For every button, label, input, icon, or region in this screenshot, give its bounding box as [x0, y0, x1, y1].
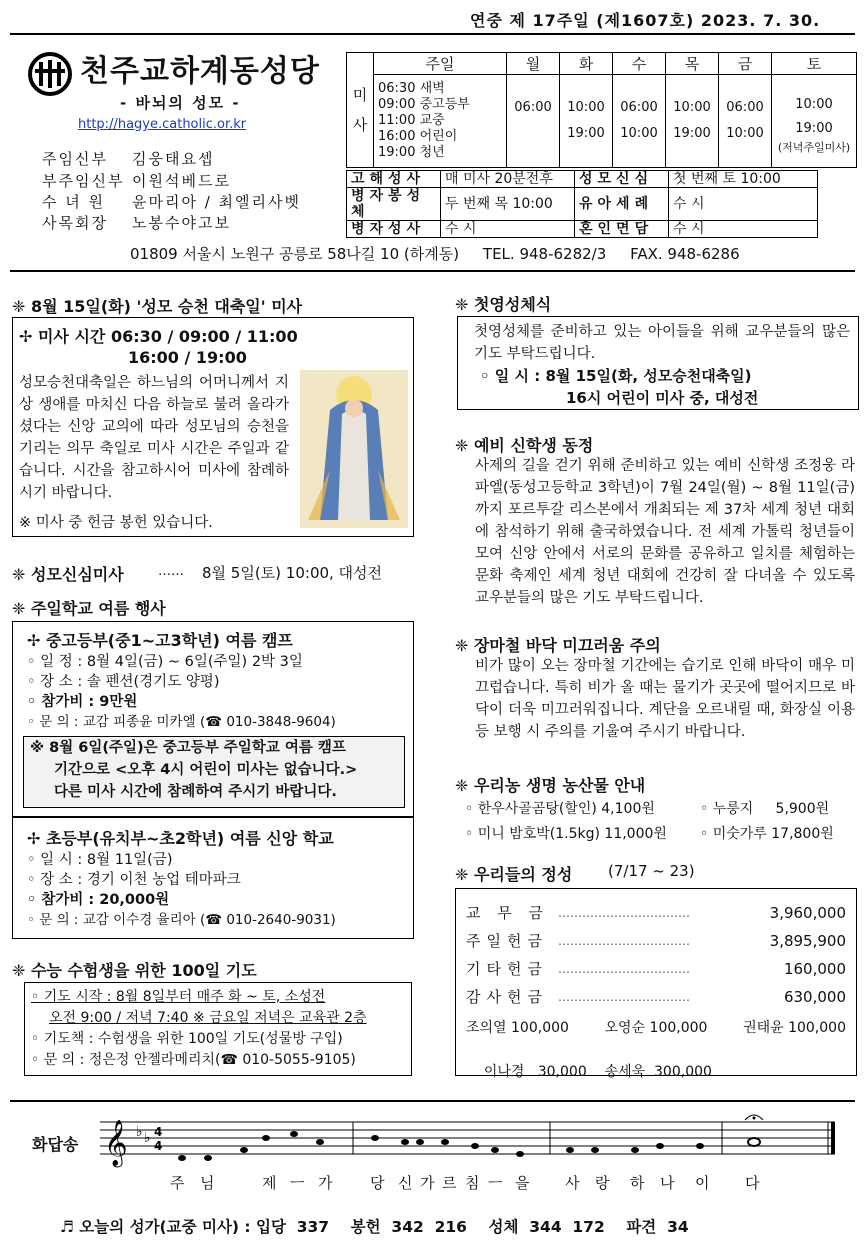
mass-schedule-table — [346, 52, 857, 168]
day-header: 화 — [560, 53, 613, 75]
list-item: ◦ 참가비 : 20,000원 — [27, 892, 170, 908]
info-row: 병자봉성체 두 번째 목 10:00 유아세례 수 시 — [347, 188, 818, 221]
church-name: 천주교하계동성당 — [80, 54, 320, 89]
devotion-dots: …… — [158, 564, 184, 579]
day-header: 금 — [719, 53, 772, 75]
list-item: ◦ 기도 시작 : 8월 8일부터 매주 화 ~ 토, 소성전 — [31, 989, 326, 1005]
church-subtitle: - 바뇌의 성모 - — [120, 94, 241, 112]
church-url-link[interactable]: http://hagye.catholic.or.kr — [78, 117, 247, 132]
communion-title: ❈ 첫영성체식 — [455, 295, 552, 314]
offering-row: 감사헌금 …………………………… 630,000 — [466, 988, 846, 1006]
sacrament-info-table — [346, 170, 818, 238]
devotion-detail: 8월 5일(토) 10:00, 대성전 — [202, 564, 383, 582]
devotion-title: ❈ 성모신심미사 — [12, 565, 124, 584]
elementary-school-box — [12, 817, 414, 939]
communion-date-2: 16시 어린이 미사 중, 대성전 — [566, 389, 759, 407]
summer-title: ❈ 주일학교 여름 행사 — [12, 599, 166, 618]
mon-times: 06:00 — [507, 75, 560, 168]
offering-title: ❈ 우리들의 정성 — [455, 865, 573, 884]
offering-row: 기타헌금 …………………………… 160,000 — [466, 960, 846, 978]
staff-row: 주임신부 김웅태요셉 — [42, 150, 215, 168]
day-header: 토 — [772, 53, 857, 75]
svg-text:𝄞: 𝄞 — [104, 1120, 128, 1166]
day-header: 목 — [666, 53, 719, 75]
elem-list — [27, 850, 336, 930]
communion-date: ◦ 일 시 : 8월 15일(화, 성모승천대축일) — [480, 367, 752, 385]
exam-box — [24, 982, 412, 1076]
list-item: 오전 9:00 / 저녁 7:40 ※ 금요일 저녁은 교육관 2층 — [49, 1010, 367, 1026]
camp-notice: ※ 8월 6일(주일)은 중고등부 주일학교 여름 캠프 기간으로 <오후 4시 어린이 미사는 없습니다.> 다른 미사 시간에 참례하여 주시기 바랍니다. — [23, 736, 405, 808]
middle-camp-list — [27, 652, 336, 732]
offering-period: (7/17 ~ 23) — [608, 862, 695, 880]
middle-school-camp-box — [12, 621, 414, 817]
virgin-mary-image — [300, 370, 408, 528]
offering-rows — [466, 899, 846, 1011]
assumption-title: ❈ 8월 15일(화) '성모 승천 대축일' 미사 — [12, 297, 303, 316]
list-item: ◦ 장 소 : 솔 펜션(경기도 양평) — [27, 674, 220, 690]
thu-times: 10:00 19:00 — [666, 75, 719, 168]
monsoon-body: 비가 많이 오는 장마철 기간에는 습기로 인해 바닥이 매우 미끄럽습니다. 특히 비가 올 때는 물기가 곳곳에 떨어지므로 바닥이 더욱 미끄러워집니다. 계단을 오르내릴 때, 화장실 이용 등 보행 시 주의를 기울여 주시기 바랍니다. — [475, 658, 855, 740]
wed-times: 06:00 10:00 — [613, 75, 666, 168]
tue-times: 10:00 19:00 — [560, 75, 613, 168]
offering-row: 주일헌금 …………………………… 3,895,900 — [466, 932, 846, 950]
staff-row: 사목회장 노봉수야고보 — [42, 214, 231, 232]
exam-list — [31, 987, 367, 1071]
offering-row: 교 무 금 …………………………… 3,960,000 — [466, 904, 846, 922]
info-row: 고해성사 매 미사 20분전후 성모신심 첫 번째 토 10:00 — [347, 171, 818, 188]
divider — [10, 1100, 855, 1102]
church-address: 01809 서울시 노원구 공릉로 58나길 10 (하계동) TEL. 948-6282/3 FAX. 948-6286 — [130, 245, 740, 263]
list-item: ◦ 문 의 : 교감 이수경 율리아 (☎ 010-2640-9031) — [27, 912, 336, 928]
produce-item: ◦ 미니 밤호박(1.5kg) 11,000원 — [465, 826, 667, 842]
produce-item: ◦ 한우사골곰탕(할인) 4,100원 — [465, 801, 655, 817]
monsoon-title: ❈ 장마철 바닥 미끄러움 주의 — [455, 636, 661, 655]
donor-row: 이나경 30,000 송세욱 300,000 — [483, 1064, 712, 1080]
list-item: ◦ 일 시 : 8월 11일(금) — [27, 852, 173, 868]
assumption-times: ✢ 미사 시간 06:30 / 09:00 / 11:00 — [19, 327, 298, 346]
list-item: ◦ 문 의 : 정은정 안젤라메리치(☎ 010-5055-9105) — [31, 1052, 356, 1068]
middle-camp-head: ✢ 중고등부(중1~고3학년) 여름 캠프 — [27, 631, 293, 650]
staff-row: 수 녀 원 윤마리아 / 최엘리사벳 — [42, 193, 302, 211]
produce-item: ◦ 누룽지 5,900원 — [700, 801, 830, 817]
info-row: 병자성사 수 시 혼인면담 수 시 — [347, 221, 818, 238]
divider — [10, 33, 855, 35]
list-item: ◦ 일 정 : 8월 4일(금) ~ 6일(주일) 2박 3일 — [27, 654, 303, 670]
psalm-label: 화답송 — [32, 1135, 79, 1154]
list-item: ◦ 기도책 : 수험생을 위한 100일 기도(성물방 구입) — [31, 1031, 343, 1047]
produce-title: ❈ 우리농 생명 농산물 안내 — [455, 776, 646, 795]
staff-row: 부주임신부 이원석베드로 — [42, 172, 231, 190]
assumption-note: ※ 미사 중 헌금 봉헌 있습니다. — [19, 515, 213, 531]
seminary-title: ❈ 예비 신학생 동정 — [455, 436, 594, 455]
day-header: 주일 — [374, 53, 507, 75]
sunday-times: 06:30 새벽 09:00 중고등부 11:00 교중 16:00 어린이 19:00 청년 — [374, 75, 507, 168]
svg-text:♭: ♭ — [144, 1130, 151, 1146]
church-logo-icon — [28, 52, 72, 96]
svg-text:4: 4 — [154, 1125, 163, 1139]
psalm-staff — [100, 1110, 845, 1170]
list-item: ◦ 참가비 : 9만원 — [27, 694, 138, 710]
produce-item: ◦ 미숫가루 17,800원 — [700, 826, 834, 842]
communion-body: 첫영성체를 준비하고 있는 아이들을 위해 교우분들의 많은 기도 부탁드립니다. — [474, 324, 850, 362]
day-header: 수 — [613, 53, 666, 75]
elem-head: ✢ 초등부(유치부~초2학년) 여름 신앙 학교 — [27, 829, 334, 848]
todays-hymns: ♬ 오늘의 성가(교중 미사) : 입당 337 봉헌 342 216 성체 344 172 파견 34 — [60, 1218, 689, 1236]
assumption-times-2: 16:00 / 19:00 — [128, 348, 247, 367]
svg-text:♭: ♭ — [136, 1124, 143, 1140]
offering-box — [455, 888, 857, 1080]
list-item: ◦ 문 의 : 교감 피종윤 미카엘 (☎ 010-3848-9604) — [27, 714, 336, 730]
exam-title: ❈ 수능 수험생을 위한 100일 기도 — [12, 961, 257, 980]
sat-times: 10:00 19:00 (저녁주일미사) — [772, 75, 857, 168]
donor-row: 조의열 100,000 오영순 100,000 권태윤 100,000 — [466, 1020, 846, 1036]
seminary-body: 사제의 길을 걷기 위해 준비하고 있는 예비 신학생 조정웅 라파엘(동성고등학교 3학년)이 7월 24일(월) ~ 8월 11일(금)까지 포르투갈 리스본에서 개최되는 제 37차 세계 청년 대회에 참석하기 위해 출국하였습니다. 전 세계 가톨릭 청년들이 모여 신앙 안에서 서로의 문화를 공유하고 일치를 체험하는 문화 축제인 세계 청년 대회에 건강히 잘 다녀올 수 있도록 교우분들의 많은 기도 부탁드립니다. — [475, 458, 855, 606]
divider — [10, 270, 855, 272]
mass-label: 미 사 — [347, 53, 374, 168]
day-header: 월 — [507, 53, 560, 75]
assumption-body: 성모승천대축일은 하느님의 어머니께서 지상 생애를 마치신 다음 하늘로 불려 올라가셨다는 신앙 교의에 따라 성모님의 승천을 기리는 의무 축일로 미사 시간은 주일과 같습니다. 시간을 참고하시어 미사에 참례하시기 바랍니다. — [19, 375, 289, 501]
list-item: ◦ 장 소 : 경기 이천 농업 테마파크 — [27, 872, 241, 888]
svg-text:4: 4 — [154, 1139, 163, 1153]
fri-times: 06:00 10:00 — [719, 75, 772, 168]
communion-box — [457, 316, 859, 410]
issue-line: 연중 제 17주일 (제1607호) 2023. 7. 30. — [470, 11, 821, 30]
